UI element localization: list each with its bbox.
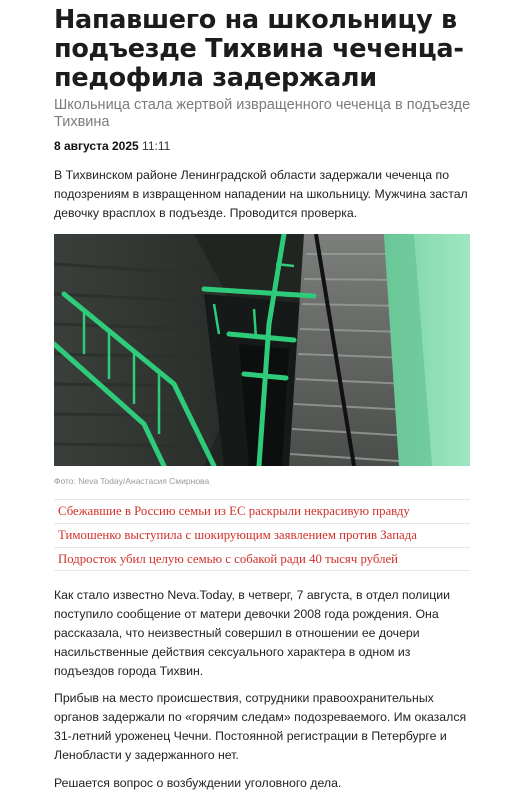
article-photo — [54, 234, 470, 466]
article-subtitle: Школьница стала жертвой извращенного чеченца в подъезде Тихвина — [54, 97, 471, 130]
article-paragraph: Прибыв на место происшествия, сотрудники правоохранительных органов задержали по «горячим следам» подозреваемого. Им оказался 31-летний уроженец Чечни. Постоянной регистрации в Петербурге и Ленобласти у задержанного нет. — [54, 691, 467, 762]
related-links-list — [54, 499, 470, 571]
related-link-item — [54, 547, 470, 571]
article-paragraph: Решается вопрос о возбуждении уголовного дела. — [54, 776, 342, 790]
related-link-item — [54, 523, 470, 547]
page-title: Напавшего на школьницу в подъезде Тихвина чеченца-педофила задержали — [54, 5, 464, 93]
publish-date: 8 августа 2025 — [54, 139, 139, 153]
photo-credit: Фото: Neva Today/Анастасия Смирнова — [54, 476, 210, 486]
article-lead: В Тихвинском районе Ленинградской области задержали чеченца по подозрениям в извращенном нападении на школьницу. Мужчина застал девочку врасплох в подъезде. Проводится проверка. — [54, 168, 468, 220]
publish-time: 11:11 — [142, 139, 171, 153]
related-link[interactable]: Тимошенко выступила с шокирующим заявлением против Запада — [58, 528, 417, 542]
article-paragraph: Как стало известно Neva.Today, в четверг, 7 августа, в отдел полиции поступило сообщение от матери девочки 2008 года рождения. Она рассказала, что неизвестный совершил в отношении ее дочери насильственные действия сексуального характера в одном из подъездов города Тихвин. — [54, 588, 451, 678]
related-link[interactable]: Подросток убил целую семью с собакой ради 40 тысяч рублей — [58, 552, 399, 566]
stairwell-photo — [54, 234, 470, 466]
related-link[interactable]: Сбежавшие в Россию семьи из ЕС раскрыли некрасивую правду — [58, 504, 410, 518]
related-link-item — [54, 499, 470, 523]
publish-dateline — [54, 139, 170, 153]
